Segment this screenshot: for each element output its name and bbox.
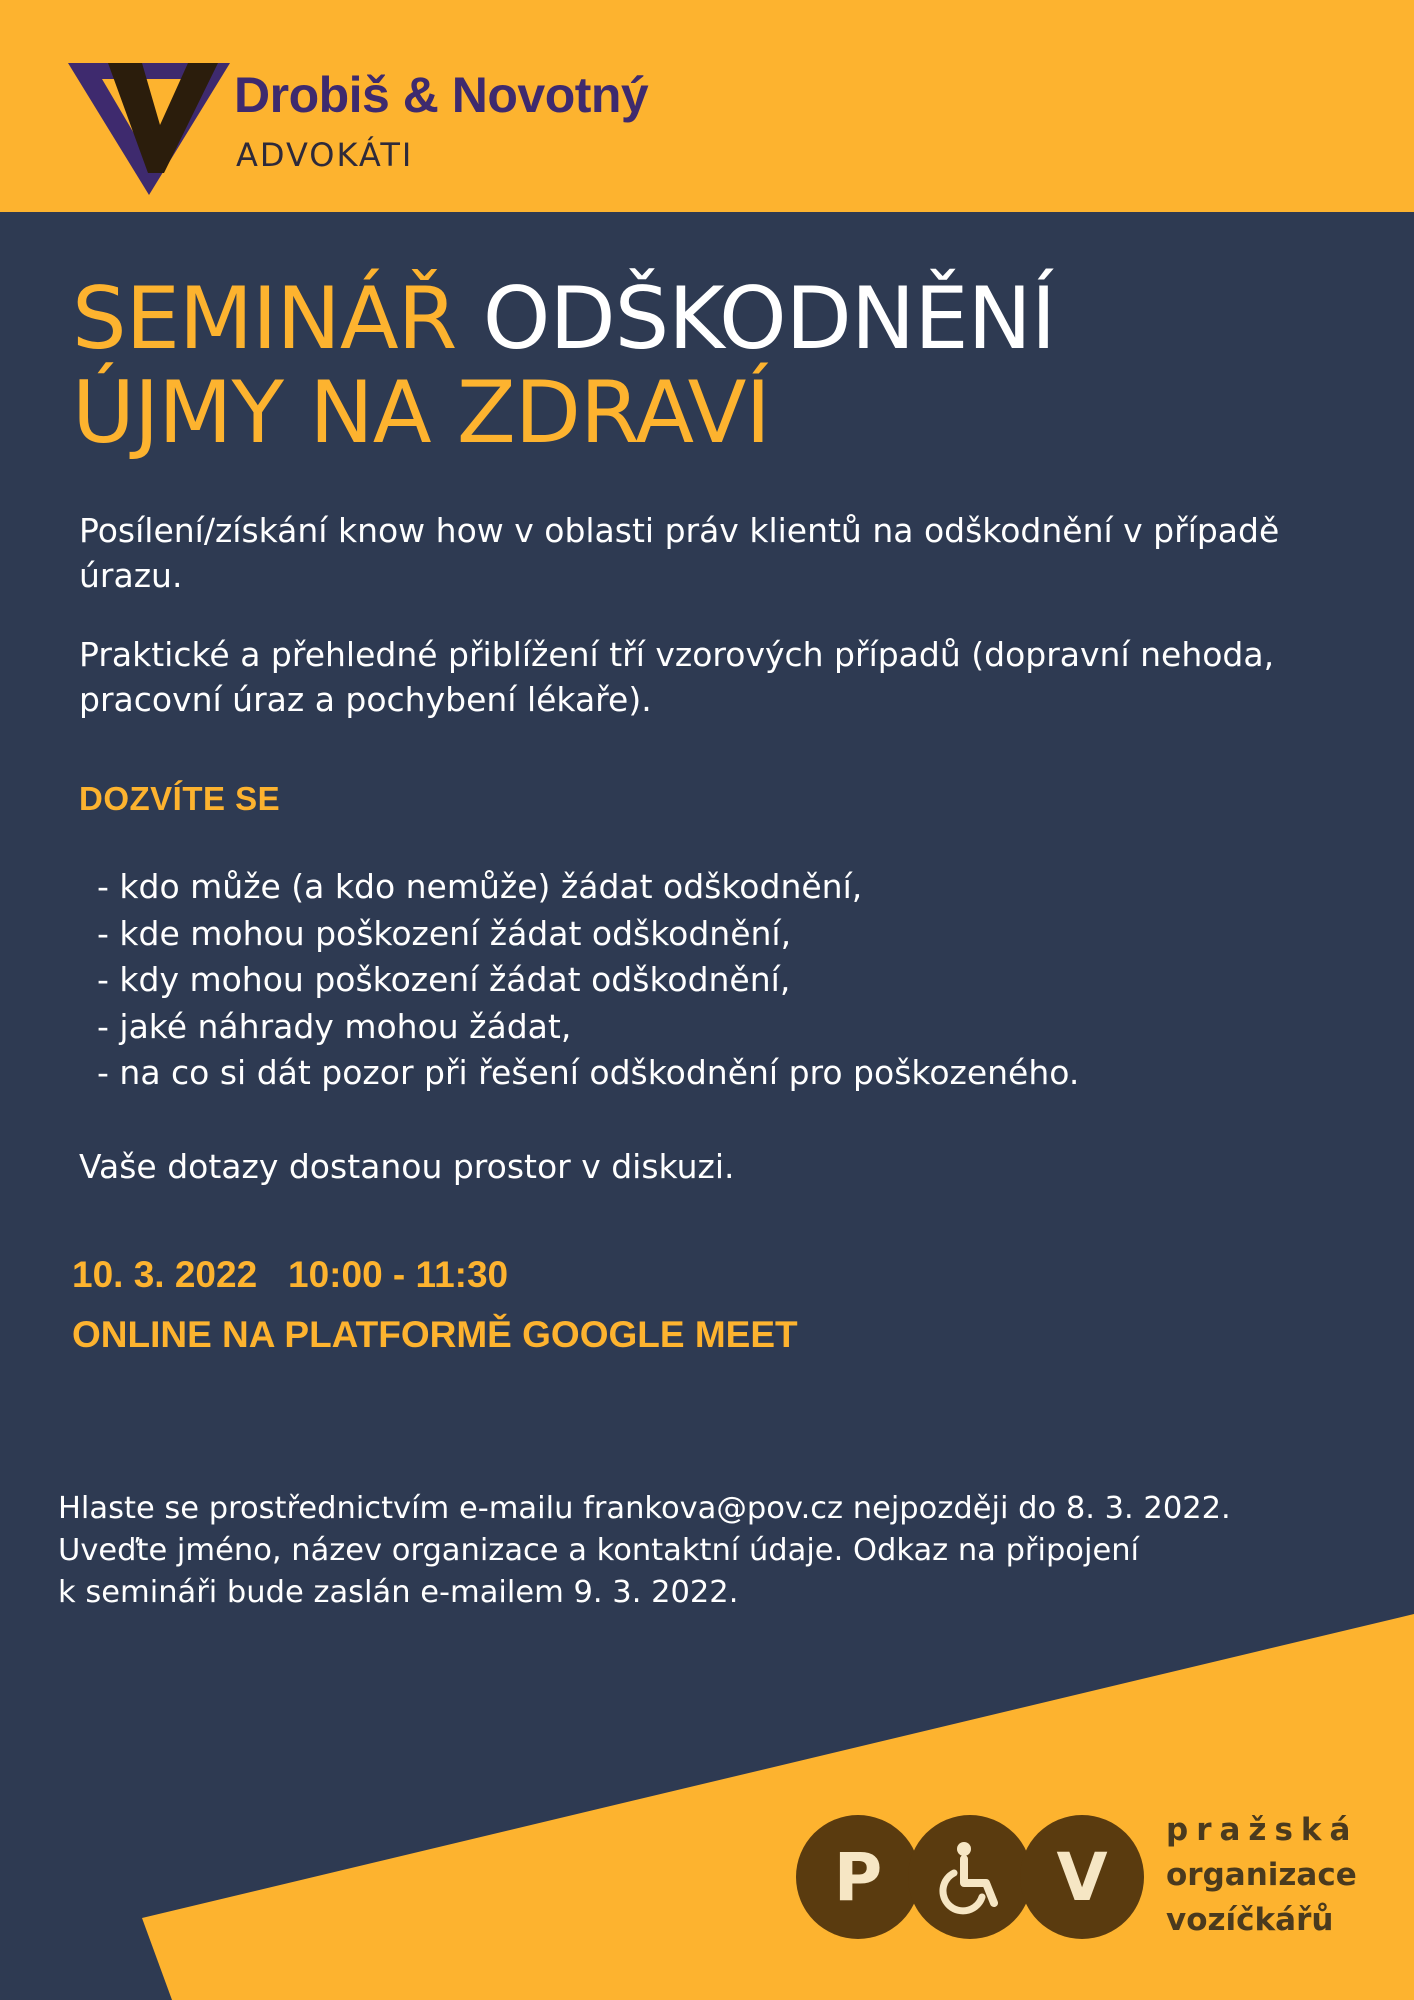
registration-line-3: k semináři bude zaslán e-mailem 9. 3. 2022.	[58, 1575, 739, 1610]
event-time: 10:00 - 11:30	[288, 1254, 509, 1295]
event-date: 10. 3. 2022	[72, 1254, 258, 1295]
title-line2: ÚJMY NA ZDRAVÍ	[72, 363, 770, 463]
learn-heading: DOZVÍTE SE	[79, 780, 281, 817]
firm-logo-icon	[68, 55, 230, 195]
pov-text-line-3: vozíčkářů	[1166, 1902, 1334, 1938]
seminar-title	[72, 269, 1056, 463]
pov-letter-v: V	[1020, 1815, 1144, 1939]
list-item: - kde mohou poškození žádat odškodnění,	[97, 913, 792, 953]
pov-letter-p: P	[796, 1815, 920, 1939]
wheelchair-icon	[908, 1815, 1032, 1939]
discussion-text: Vaše dotazy dostanou prostor v diskuzi.	[79, 1147, 735, 1186]
list-item: - kdo může (a kdo nemůže) žádat odškodnění,	[97, 867, 863, 906]
pov-text-line-2: organizace	[1166, 1857, 1357, 1893]
list-item: - na co si dát pozor při řešení odškodnění pro poškozeného.	[97, 1053, 1080, 1092]
wheelchair-glyph	[932, 1839, 1008, 1915]
intro-paragraph-1: Posílení/získání know how v oblasti práv klientů na odškodnění v případě úrazu.	[79, 511, 1280, 595]
pov-text-line-1: pražská	[1166, 1812, 1359, 1848]
firm-subtitle: ADVOKÁTI	[236, 136, 414, 174]
event-platform: ONLINE NA PLATFORMĚ GOOGLE MEET	[72, 1314, 798, 1355]
learn-list	[97, 864, 1079, 1097]
header-band	[0, 0, 1414, 212]
intro-paragraph-2: Praktické a přehledné přiblížení tří vzorových případů (dopravní nehoda, pracovní úraz a pochybení lékaře).	[79, 635, 1275, 719]
registration-line-2: Uveďte jméno, název organizace a kontaktní údaje. Odkaz na připojení	[58, 1533, 1140, 1568]
registration-line-1: Hlaste se prostřednictvím e-mailu frankova@pov.cz nejpozději do 8. 3. 2022.	[58, 1491, 1231, 1526]
registration-info	[58, 1488, 1308, 1614]
list-item: - jaké náhrady mohou žádat,	[97, 1006, 572, 1046]
pov-organization-name	[1166, 1808, 1358, 1943]
list-item: - kdy mohou poškození žádat odškodnění,	[97, 960, 791, 999]
title-accent-word: SEMINÁŘ	[72, 269, 457, 369]
title-line1-rest: ODŠKODNĚNÍ	[482, 269, 1056, 369]
firm-name: Drobiš & Novotný	[234, 67, 649, 123]
event-datetime	[72, 1254, 508, 1296]
